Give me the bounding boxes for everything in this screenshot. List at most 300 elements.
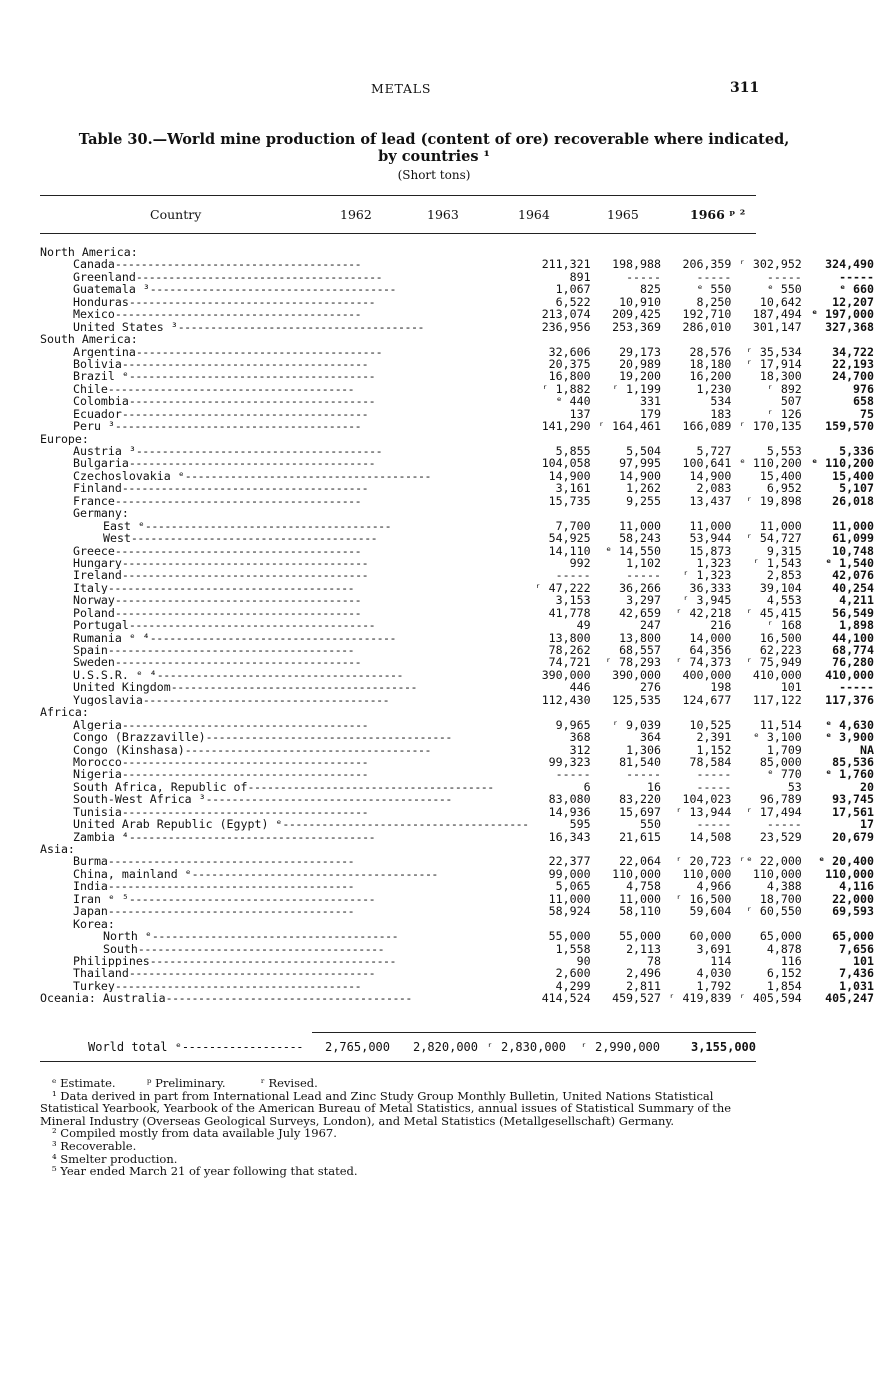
value-1962: ----- [555, 568, 591, 583]
value-1962: 22,377 [548, 854, 591, 869]
country-cell [40, 557, 529, 569]
table-row [40, 756, 874, 768]
country-cell [40, 731, 529, 743]
country-label: Bulgaria [73, 457, 129, 470]
table-row [40, 930, 874, 942]
world-total-1965: ʳ 2,990,000 [580, 1040, 660, 1054]
country-cell [40, 644, 529, 656]
value-1963: 11,000 [619, 518, 661, 533]
table-row [40, 594, 874, 606]
country-label: North ᵉ [103, 930, 152, 943]
country-label: United States ³ [73, 320, 178, 334]
value-1965 [731, 333, 801, 345]
value-1966: 117,376 [825, 692, 874, 707]
value-1964: 53,944 [689, 531, 732, 546]
country-label: Rumania ᵉ ⁴ [73, 631, 150, 644]
country-cell [40, 930, 529, 942]
value-1963 [591, 333, 661, 345]
leader-dashes: -------------------------------------- [128, 295, 376, 309]
country-label: Morocco [73, 755, 122, 769]
leader-dashes: -------------------------------------- [121, 805, 369, 819]
column-header-1963: 1963 [427, 207, 459, 222]
value-1966: 93,745 [832, 792, 874, 807]
value-1962: 4,299 [555, 978, 591, 993]
leader-dashes: -------------------------------------- [149, 283, 397, 296]
value-1966: ᵉ 4,630 [825, 717, 874, 732]
value-1964: 3,691 [696, 941, 732, 956]
country-label: North America: [40, 246, 138, 259]
value-1962: 13,800 [548, 630, 591, 645]
leader-dashes: -------------------------------------- [121, 556, 369, 570]
value-1963: 42,659 [619, 605, 661, 620]
value-1964: ᵉ 550 [696, 282, 732, 297]
value-1962: 9,965 [555, 717, 591, 732]
world-total-1964: ʳ 2,830,000 [486, 1040, 566, 1054]
country-label: France [73, 494, 115, 508]
value-1965: 6,952 [766, 481, 802, 496]
table-title-line1: Table 30.—World mine production of lead (content of ore) recoverable where indicated, [78, 131, 790, 148]
value-1962: 211,321 [541, 257, 591, 272]
country-cell [40, 918, 529, 930]
value-1963: 209,425 [612, 307, 661, 322]
country-cell [40, 308, 529, 320]
country-label: Ecuador [73, 407, 122, 421]
value-1964: ʳ 1,323 [682, 568, 732, 583]
country-label: Sweden [73, 656, 115, 669]
country-cell [40, 992, 529, 1004]
value-1964: 28,576 [689, 344, 732, 359]
value-1965: ʳ 54,727 [745, 531, 802, 546]
value-1964: ʳ 3,945 [682, 593, 732, 608]
value-1966: ᵉ 660 [839, 282, 874, 297]
value-1962: 3,161 [555, 481, 591, 496]
leader-dashes: -------------------------------------- [121, 482, 369, 495]
table-row [40, 905, 874, 917]
country-cell [40, 321, 529, 333]
world-total-1966: 3,155,000 [690, 1040, 756, 1054]
value-1962: ʳ 1,882 [541, 381, 591, 396]
value-1963: 58,110 [619, 904, 661, 919]
leader-dashes: -------------------------------------- [114, 979, 362, 993]
value-1962: 3,153 [555, 593, 591, 608]
leader-dashes: -------------------------------------- [114, 544, 362, 557]
value-1963: 97,995 [619, 456, 661, 471]
value-1965: 1,854 [766, 978, 802, 993]
value-1965: 116 [780, 953, 802, 968]
country-cell [40, 768, 529, 780]
value-1964: 114 [710, 953, 732, 968]
value-1966: 7,436 [839, 966, 874, 981]
leader-dashes: -------------------------------------- [156, 668, 404, 682]
value-1965: 10,642 [759, 294, 802, 309]
value-1962: 14,936 [548, 804, 591, 819]
column-header-1966: 1966 ᵖ ² [690, 207, 746, 222]
country-cell [40, 520, 529, 532]
table-row [40, 507, 874, 519]
country-label: Germany: [73, 507, 129, 520]
value-1966: 76,280 [832, 655, 874, 670]
value-1962: 213,074 [541, 307, 591, 322]
value-1965: 2,853 [766, 568, 802, 583]
value-1965: 101 [780, 680, 802, 695]
country-label: Brazil ᵉ [73, 370, 129, 383]
value-1963: 1,262 [626, 481, 661, 496]
value-1964: 216 [710, 618, 732, 633]
country-cell [40, 594, 529, 606]
country-label: Korea: [73, 917, 115, 931]
leader-dashes: -------------------------------------- [205, 731, 452, 744]
table-row [40, 433, 874, 445]
table-row [40, 731, 874, 743]
value-1963: ----- [626, 269, 661, 284]
leader-dashes: -------------------------------------- [149, 954, 397, 968]
table-row [40, 370, 874, 382]
value-1966: 40,254 [832, 580, 874, 595]
value-1966: 4,116 [839, 879, 874, 894]
leader-dashes: -------------------------------------- [128, 967, 376, 980]
table-row [40, 706, 874, 718]
value-1964: 14,508 [689, 829, 732, 844]
value-1964: ʳ 13,944 [675, 804, 732, 819]
value-1962: 390,000 [541, 667, 591, 682]
value-1963: 15,697 [619, 804, 661, 819]
value-1964: 16,200 [689, 369, 732, 384]
country-cell [40, 445, 529, 457]
value-1966: 75 [860, 406, 874, 421]
country-label: Iran ᵉ ⁵ [73, 892, 129, 906]
value-1966: 65,000 [832, 929, 874, 944]
value-1963: ʳ 9,039 [612, 717, 661, 732]
country-label: Ireland [73, 569, 122, 582]
value-1963: 390,000 [612, 667, 661, 682]
country-label: Europe: [40, 432, 89, 445]
country-label: India [73, 880, 108, 893]
value-1964: 15,873 [689, 543, 732, 558]
value-1964: 60,000 [689, 929, 732, 944]
country-label: Colombia [73, 395, 129, 408]
value-1965: 4,388 [766, 879, 802, 894]
table-top-rule [40, 195, 756, 196]
country-label: Burma [73, 855, 108, 868]
country-cell [40, 482, 529, 494]
value-1963 [591, 706, 661, 718]
value-1963: 364 [640, 730, 661, 745]
country-label: Canada [73, 258, 115, 271]
value-1963: 14,900 [619, 468, 661, 483]
value-1964 [661, 706, 731, 718]
footnote-3: ³ Recoverable. [52, 1138, 137, 1153]
column-header-country: Country [150, 207, 202, 222]
table-row [40, 967, 874, 979]
value-1963: ʳ 78,293 [605, 655, 661, 670]
value-1964: 534 [710, 394, 732, 409]
value-1965: 6,152 [766, 966, 802, 981]
value-1964: 286,010 [682, 319, 732, 334]
column-header-1964: 1964 [518, 207, 550, 222]
table-row [40, 632, 874, 644]
value-1965: ʳ 19,898 [745, 493, 802, 508]
value-1965: 5,553 [766, 444, 802, 458]
country-label: United Kingdom [73, 681, 171, 694]
value-1966: 5,336 [839, 444, 874, 458]
value-1964: ʳ 16,500 [675, 891, 732, 906]
value-1964: 400,000 [682, 667, 732, 682]
value-1966 [802, 333, 874, 345]
value-1963: 1,306 [626, 742, 661, 757]
leader-dashes: -------------------------------------- [135, 270, 383, 284]
value-1964: 4,030 [696, 966, 732, 981]
value-1964: 104,023 [682, 792, 732, 807]
lead-production-table [40, 246, 874, 1005]
value-1962: ʳ 47,222 [534, 580, 591, 595]
value-1962: 11,000 [548, 891, 591, 906]
value-1964: 1,152 [696, 742, 732, 757]
value-1964: 78,584 [689, 754, 732, 769]
value-1966: 69,593 [832, 904, 874, 919]
country-label: Hungary [73, 556, 122, 570]
value-1962: 595 [569, 817, 591, 832]
country-cell [40, 706, 529, 718]
footnotes [40, 1077, 762, 1178]
value-1963: 81,540 [619, 754, 661, 769]
value-1966: 44,100 [832, 630, 874, 645]
table-row [40, 868, 874, 880]
value-1964: ----- [696, 817, 732, 832]
value-1962: 5,855 [555, 444, 591, 458]
value-1962: 78,262 [548, 643, 591, 657]
value-1964: 100,641 [682, 456, 732, 471]
value-1966: 17 [860, 817, 874, 832]
value-1965: 15,400 [759, 468, 802, 483]
value-1962 [529, 507, 591, 519]
country-cell [40, 283, 529, 295]
value-1962: 7,700 [555, 518, 591, 533]
value-1965: 1,709 [766, 742, 802, 757]
country-cell [40, 818, 529, 830]
value-1965: ᵉ 550 [766, 282, 802, 297]
leader-dashes: -------------------------------------- [114, 606, 362, 620]
country-cell [40, 681, 529, 693]
value-1962: 83,080 [548, 792, 591, 807]
table-row [40, 768, 874, 780]
leader-dashes: -------------------------------------- [114, 656, 362, 669]
value-1962: 74,721 [548, 655, 591, 670]
country-label: Poland [73, 606, 115, 620]
country-cell [40, 470, 529, 482]
country-cell [40, 420, 529, 432]
value-1964: ----- [696, 269, 732, 284]
table-row [40, 619, 874, 631]
country-cell [40, 868, 529, 880]
leader-dashes: -------------------------------------- [121, 768, 369, 781]
world-total-row [40, 1040, 756, 1054]
value-1966: ----- [839, 680, 874, 695]
value-1964: 1,792 [696, 978, 732, 993]
value-1966: 15,400 [832, 468, 874, 483]
table-row [40, 395, 874, 407]
country-label: Norway [73, 594, 115, 607]
value-1965: 117,122 [752, 692, 802, 707]
country-cell [40, 346, 529, 358]
value-1966: 976 [853, 381, 874, 396]
leader-dashes: -------------------------------------- [128, 370, 376, 383]
value-1964 [661, 333, 731, 345]
country-cell [40, 781, 529, 793]
value-1965: ʳ 45,415 [745, 605, 802, 620]
value-1966: ----- [839, 269, 874, 284]
value-1965: 110,000 [752, 866, 802, 881]
leader-dashes: -------------------------------------- [135, 445, 383, 458]
country-cell [40, 967, 529, 979]
value-1966: NA [860, 742, 874, 757]
value-1963 [591, 507, 661, 519]
country-label: Zambia ⁴ [73, 830, 129, 843]
value-1963: 20,989 [619, 356, 661, 371]
value-1963: 331 [640, 394, 661, 409]
value-1964: 110,000 [682, 866, 732, 881]
value-1965: ʳ 302,952 [738, 257, 802, 272]
country-cell [40, 358, 529, 370]
table-row [40, 681, 874, 693]
leader-dashes: -------------------------------------- [149, 631, 397, 644]
leader-dashes: -------------------------------------- [128, 892, 376, 906]
legend-estimate: ᵉ Estimate. [52, 1076, 116, 1090]
value-1962 [529, 333, 591, 345]
value-1965: 187,494 [752, 307, 802, 322]
leader-dashes: -------------------------------------- [114, 594, 362, 607]
value-1962: 112,430 [541, 692, 591, 707]
leader-dashes: -------------------------------------- [135, 345, 383, 358]
country-label: Nigeria [73, 768, 122, 781]
country-cell [40, 793, 529, 805]
value-1966: 24,700 [832, 369, 874, 384]
value-1966: 68,774 [832, 643, 874, 657]
value-1962: 99,323 [548, 754, 591, 769]
value-1964: 59,604 [689, 904, 732, 919]
country-label: Italy [73, 581, 108, 595]
column-header-1965: 1965 [607, 207, 639, 222]
value-1965: 85,000 [759, 754, 802, 769]
value-1963: 2,811 [626, 978, 661, 993]
table-row [40, 532, 874, 544]
value-1962: 15,735 [548, 493, 591, 508]
table-row [40, 283, 874, 295]
value-1966: 101 [853, 953, 874, 968]
value-1965: 53 [787, 779, 802, 794]
leader-dashes: -------------------------------------- [114, 308, 362, 321]
table-row [40, 321, 874, 333]
country-cell [40, 943, 529, 955]
table-row [40, 582, 874, 594]
country-label: Oceania: Australia [40, 992, 166, 1005]
country-cell [40, 569, 529, 581]
table-row [40, 943, 874, 955]
page-number: 311 [730, 80, 760, 96]
value-1964: 166,089 [682, 419, 732, 434]
value-1962: 14,900 [548, 468, 591, 483]
country-cell [40, 669, 529, 681]
country-cell [40, 855, 529, 867]
world-total-label: World total ᵉ------------------ [88, 1040, 303, 1054]
value-1966: 85,536 [832, 754, 874, 769]
leader-dashes: -------------------------------------- [247, 780, 494, 794]
value-1962: 49 [576, 618, 591, 633]
value-1966: 26,018 [832, 493, 874, 508]
value-1964: ʳ 42,218 [675, 605, 732, 620]
leader-dashes: -------------------------------------- [130, 532, 378, 545]
leader-dashes: -------------------------------------- [282, 818, 529, 831]
country-label: Portugal [73, 619, 129, 632]
country-cell [40, 370, 529, 382]
country-cell [40, 980, 529, 992]
value-1963: 2,113 [626, 941, 661, 956]
value-1966: 4,211 [839, 593, 874, 608]
world-total-1963: 2,820,000 [412, 1040, 478, 1054]
value-1966: 1,031 [839, 978, 874, 993]
country-cell [40, 408, 529, 420]
value-1966: 20,679 [832, 829, 874, 844]
country-label: Philippines [73, 954, 150, 968]
value-1962: 16,343 [548, 829, 591, 844]
leader-dashes: -------------------------------------- [121, 718, 369, 732]
value-1965: 96,789 [759, 792, 802, 807]
table-row [40, 793, 874, 805]
value-1965: ʳ 17,914 [745, 356, 802, 371]
running-header-section: METALS [371, 81, 432, 96]
value-1965: 23,529 [759, 829, 802, 844]
value-1964: 124,677 [682, 692, 732, 707]
leader-dashes: -------------------------------------- [177, 320, 424, 334]
value-1965: 18,700 [759, 891, 802, 906]
value-1963: 179 [640, 406, 661, 421]
value-1963: 110,000 [612, 866, 661, 881]
value-1966: 17,561 [832, 804, 874, 819]
country-cell [40, 507, 529, 519]
value-1966: 1,898 [839, 618, 874, 633]
leader-dashes: -------------------------------------- [121, 755, 369, 769]
value-1963: 198,988 [612, 257, 661, 272]
value-1963: 459,527 [612, 991, 661, 1006]
country-label: Congo (Brazzaville) [73, 731, 206, 744]
country-label: Mexico [73, 308, 115, 321]
value-1963: 16 [647, 779, 661, 794]
value-1964: 192,710 [682, 307, 732, 322]
value-1962: 54,925 [548, 531, 591, 546]
value-1963: 276 [640, 680, 661, 695]
value-1965: 301,147 [752, 319, 802, 334]
country-cell [40, 694, 529, 706]
country-label: U.S.S.R. ᵉ ⁴ [73, 668, 157, 682]
table-row [40, 855, 874, 867]
country-cell [40, 607, 529, 619]
value-1962: 236,956 [541, 319, 591, 334]
value-1966: ᵉ 1,540 [825, 555, 874, 570]
value-1966: 11,000 [832, 518, 874, 533]
value-1965: 410,000 [752, 667, 802, 682]
leader-dashes: -------------------------------------- [128, 830, 376, 843]
value-1963: 58,243 [619, 531, 661, 546]
value-1966: 410,000 [825, 667, 874, 682]
value-1964: ʳ 74,373 [675, 655, 732, 670]
value-1966: 7,656 [839, 941, 874, 956]
footnote-2: ² Compiled mostly from data available July 1967. [52, 1126, 337, 1141]
country-label: East ᵉ [103, 519, 145, 533]
value-1962: 1,558 [555, 941, 591, 956]
country-label: Thailand [73, 967, 129, 980]
value-1964: 11,000 [689, 518, 732, 533]
country-cell [40, 843, 529, 855]
country-cell [40, 271, 529, 283]
